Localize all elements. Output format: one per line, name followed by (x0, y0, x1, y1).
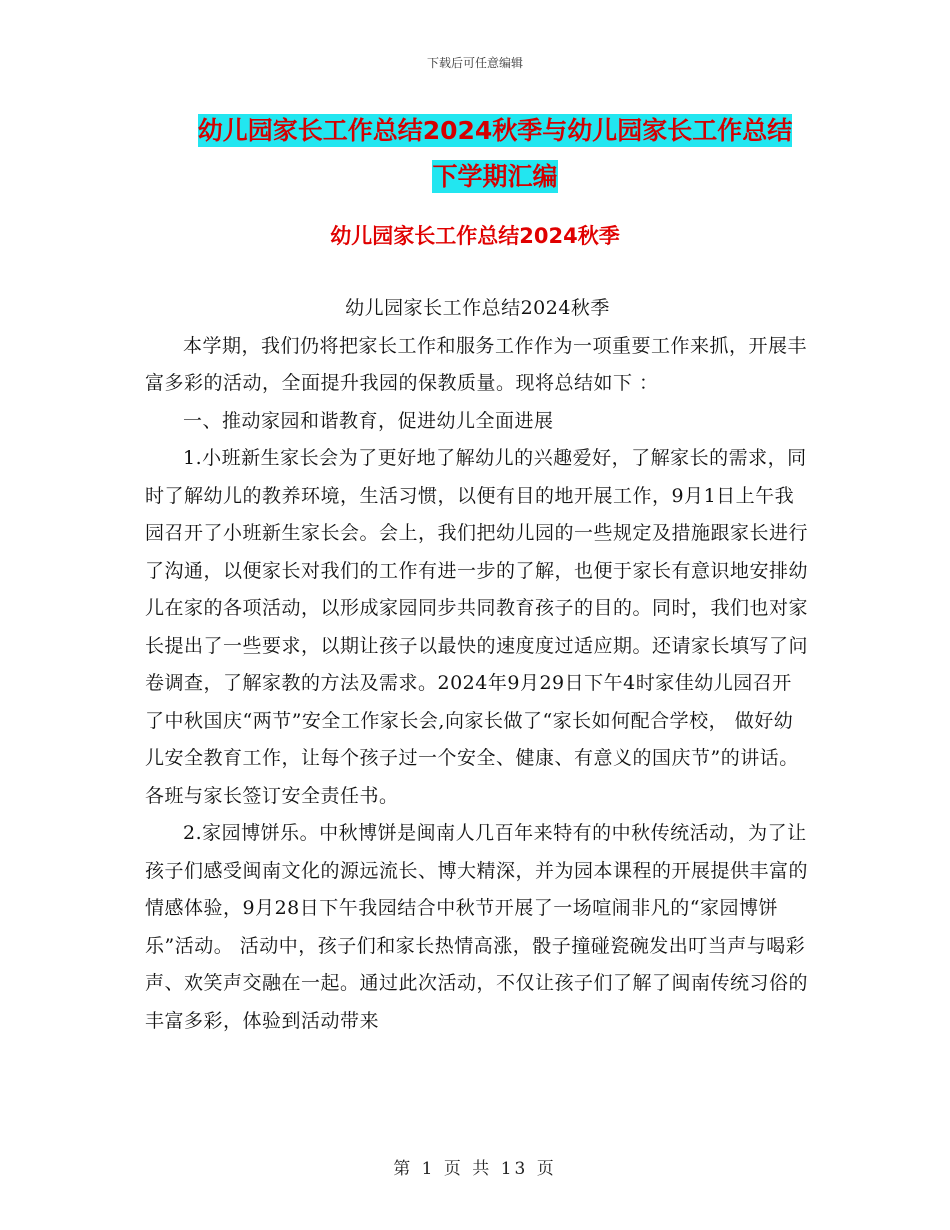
document-body (145, 290, 810, 1040)
subtitle: 幼儿园家长工作总结2024秋季 (345, 297, 610, 319)
section-title: 幼儿园家长工作总结2024秋季 (330, 224, 620, 248)
paragraph-mooncake-game: 2.家园博饼乐。中秋博饼是闽南人几百年来特有的中秋传统活动，为了让孩子们感受闽南文化的源远流长、博大精深，并为园本课程的开展提供丰富的情感体验，9月28日下午我园结合中秋节开展了一场喧闹非凡的“家园博饼乐”活动。 活动中，孩子们和家长热情高涨，骰子撞碰瓷碗发出叮当声与喝彩声、欢笑声交融在一起。通过此次活动，不仅让孩子们了解了闽南传统习俗的丰富多彩，体验到活动带来 (145, 822, 809, 1032)
main-title-line-1: 幼儿园家长工作总结2024秋季与幼儿园家长工作总结 (197, 116, 793, 145)
paragraph-intro: 本学期，我们仍将把家长工作和服务工作作为一项重要工作来抓，开展丰富多彩的活动，全面提升我园的保教质量。现将总结如下 ： (145, 334, 808, 394)
page-number: 第 1 页 共 13 页 (393, 1159, 557, 1179)
paragraph-parent-meeting: 1.小班新生家长会为了更好地了解幼儿的兴趣爱好，了解家长的需求，同时了解幼儿的教养环境，生活习惯，以便有目的地开展工作，9月1日上午我园召开了小班新生家长会。会上，我们把幼儿园的一些规定及措施跟家长进行了沟通，以便家长对我们的工作有进一步的了解，也便于家长有意识地安排幼儿在家的各项活动，以形成家园同步共同教育孩子的目的。同时，我们也对家长提出了一些要求，以期让孩子以最快的速度度过适应期。还请家长填写了问卷调查，了解家教的方法及需求。2024年9月29日下午4时家佳幼儿园召开了中秋国庆“两节”安全工作家长会,向家长做了“家长如何配合学校， 做好幼儿安全教育工作，让每个孩子过一个安全、健康、有意义的国庆节”的讲话。各班与家长签订安全责任书。 (145, 447, 809, 807)
header-note: 下载后可任意编辑 (426, 56, 523, 70)
main-title (140, 108, 850, 200)
main-title-line-2: 下学期汇编 (432, 162, 558, 191)
paragraph-heading-1: 一、推动家园和谐教育，促进幼儿全面进展 (183, 409, 554, 432)
